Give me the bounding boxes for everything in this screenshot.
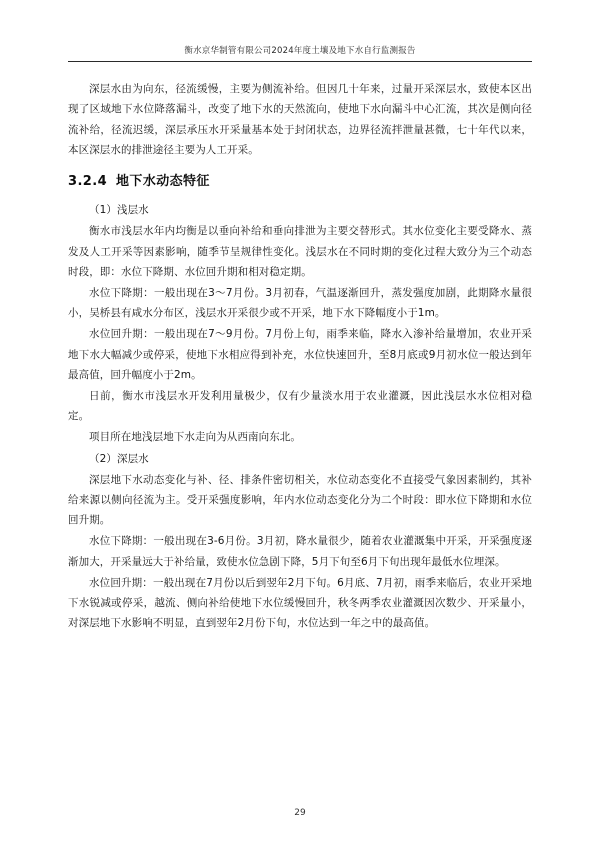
section-title: 地下水动态特征 [116, 174, 210, 189]
header-text: 衡水京华制管有限公司2024年度土壤及地下水自行监测报告 [184, 46, 416, 56]
paragraph-deep-1: 深层地下水动态变化与补、径、排条件密切相关，水位动态变化不直接受气象因素制约，其补给来源以侧向径流为主。受开采强度影响，年内水位动态变化分为二个时段：即水位下降期和水位回升期。 [68, 473, 532, 527]
paragraph-shallow-4: 日前，衡水市浅层水开发利用量极少，仅有少量淡水用于农业灌溉，因此浅层水水位相对稳定。 [68, 390, 532, 423]
paragraph-shallow-2: 水位下降期：一般出现在3～7月份。3月初春，气温逐渐回升，蒸发强度加剧，此期降水量很小，吴桥县有咸水分布区，浅层水开采很少或不开采，地下水下降幅度小于1m。 [68, 287, 532, 320]
paragraph-shallow-3: 水位回升期：一般出现在7～9月份。7月份上旬，雨季来临，降水入渗补给量增加，农业开采地下水大幅减少或停采，使地下水相应得到补充，水位快速回升，至8月底或9月初水位一般达到年最高值，回升幅度小于2m。 [68, 328, 532, 381]
paragraph-deep-3: 水位回升期：一般出现在7月份以后到翌年2月下旬。6月底、7月初，雨季来临后，农业开采地下水锐减或停采，越流、侧向补给使地下水位缓慢回升，秋冬两季农业灌溉因次数少、开采量小，对深层地下水影响不明显，直到翌年2月份下旬，水位达到一年之中的最高值。 [68, 576, 532, 630]
section-number: 3.2.4 [68, 174, 108, 189]
page-number: 29 [294, 808, 306, 818]
paragraph-intro: 深层水由为向东，径流缓慢，主要为侧流补给。但因几十年来，过量开采深层水，致使本区出现了区域地下水位降落漏斗，改变了地下水的天然流向，使地下水向漏斗中心汇流，其次是侧向径流补给，径流迟缓，深层承压水开采量基本处于封闭状态，边界径流拌泄量甚微，七十年代以来，本区深层水的排泄途径主要为人工开采。 [68, 83, 532, 156]
paragraph-deep-2: 水位下降期：一般出现在3-6月份。3月初，降水量很少，随着农业灌溉集中开采，开采强度逐渐加大，开采量远大于补给量，致使水位急剧下降，5月下旬至6月下旬出现年最低水位埋深。 [68, 535, 532, 568]
page-body [68, 62, 532, 633]
paragraph-shallow-5: 项目所在地浅层地下水走向为从西南向东北。 [89, 431, 301, 444]
paragraph-shallow-1: 衡水市浅层水年内均衡是以垂向补给和垂向排泄为主要交替形式。其水位变化主要受降水、蒸发及人工开采等因素影响，随季节呈规律性变化。浅层水在不同时期的变化过程大致分为三个动态时段，即：水位下降期、水位回升期和相对稳定期。 [68, 225, 532, 278]
page-footer [0, 808, 600, 818]
page-header [68, 0, 532, 62]
paragraph-shallow-heading: （1）浅层水 [89, 204, 149, 217]
section-heading [68, 173, 532, 191]
paragraph-deep-heading: （2）深层水 [89, 452, 149, 465]
